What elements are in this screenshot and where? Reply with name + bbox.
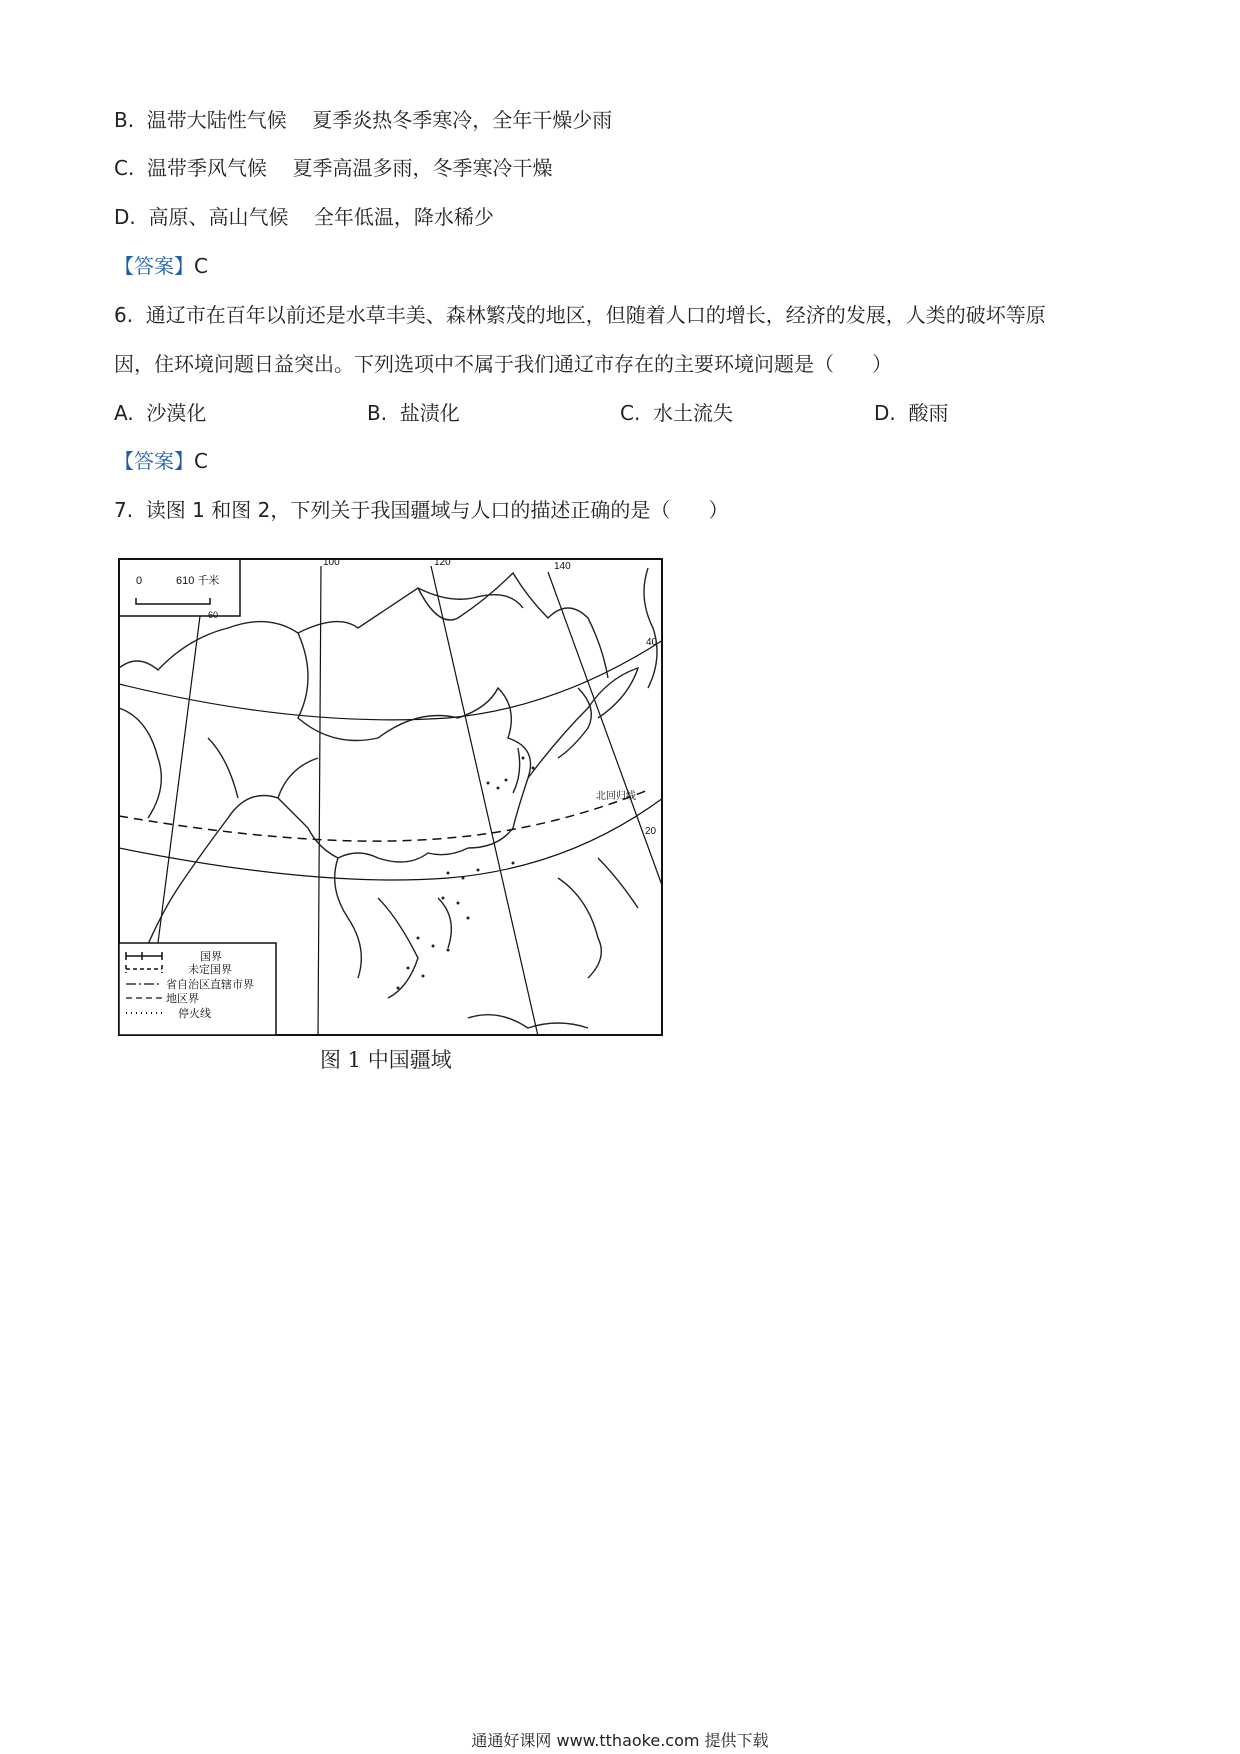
scale-label: 610 千米 xyxy=(176,575,220,587)
lat-label-20: 20 xyxy=(645,826,657,837)
lon-label-120: 120 xyxy=(434,558,451,568)
legend-province-border: 省自治区直辖市界 xyxy=(166,979,254,991)
page-footer: 通通好课网 www.tthaoke.com 提供下载 xyxy=(471,1731,769,1750)
answer-label: 【答案】 xyxy=(114,254,194,278)
q5-answer-value: C xyxy=(194,254,208,278)
q6-option-b: B. 盐渍化 xyxy=(367,401,460,425)
q5-option-c: C. 温带季风气候 夏季高温多雨，冬季寒冷干燥 xyxy=(114,156,553,180)
legend-undefined-border: 未定国界 xyxy=(188,964,232,976)
legend-district-border: 地区界 xyxy=(166,993,199,1005)
lon-label-100: 100 xyxy=(323,558,340,568)
legend-ceasefire-line: 停火线 xyxy=(178,1008,211,1020)
q7-stem: 7. 读图 1 和图 2，下列关于我国疆域与人口的描述正确的是（ ） xyxy=(114,498,729,522)
map-caption: 图 1 中国疆域 xyxy=(320,1048,452,1072)
answer-label: 【答案】 xyxy=(114,449,194,473)
q6-option-d: D. 酸雨 xyxy=(874,401,949,425)
tropic-label: 北回归线 xyxy=(596,791,636,802)
legend-national-border: 国界 xyxy=(200,951,222,963)
map-legend xyxy=(119,943,276,1035)
q5-option-d: D. 高原、高山气候 全年低温，降水稀少 xyxy=(114,205,494,229)
q6-answer-value: C xyxy=(194,449,208,473)
scale-zero: 0 xyxy=(136,575,143,587)
q6-option-c: C. 水土流失 xyxy=(620,401,734,425)
q6-stem-line2: 因，住环境问题日益突出。下列选项中不属于我们通辽市存在的主要环境问题是（ ） xyxy=(114,352,893,376)
lat-corner-label: 60 xyxy=(208,610,219,620)
q6-answer xyxy=(114,447,208,475)
q6-stem-line1: 6. 通辽市在百年以前还是水草丰美、森林繁茂的地区，但随着人口的增长，经济的发展，人类的破坏等原 xyxy=(114,303,1046,327)
q6-option-a: A. 沙漠化 xyxy=(114,401,207,425)
q5-option-b: B. 温带大陆性气候 夏季炎热冬季寒冷，全年干燥少雨 xyxy=(114,108,613,132)
lon-label-140: 140 xyxy=(554,561,571,572)
china-territory-map xyxy=(118,558,663,1036)
q5-answer xyxy=(114,252,208,280)
lat-label-40: 40 xyxy=(646,637,658,648)
